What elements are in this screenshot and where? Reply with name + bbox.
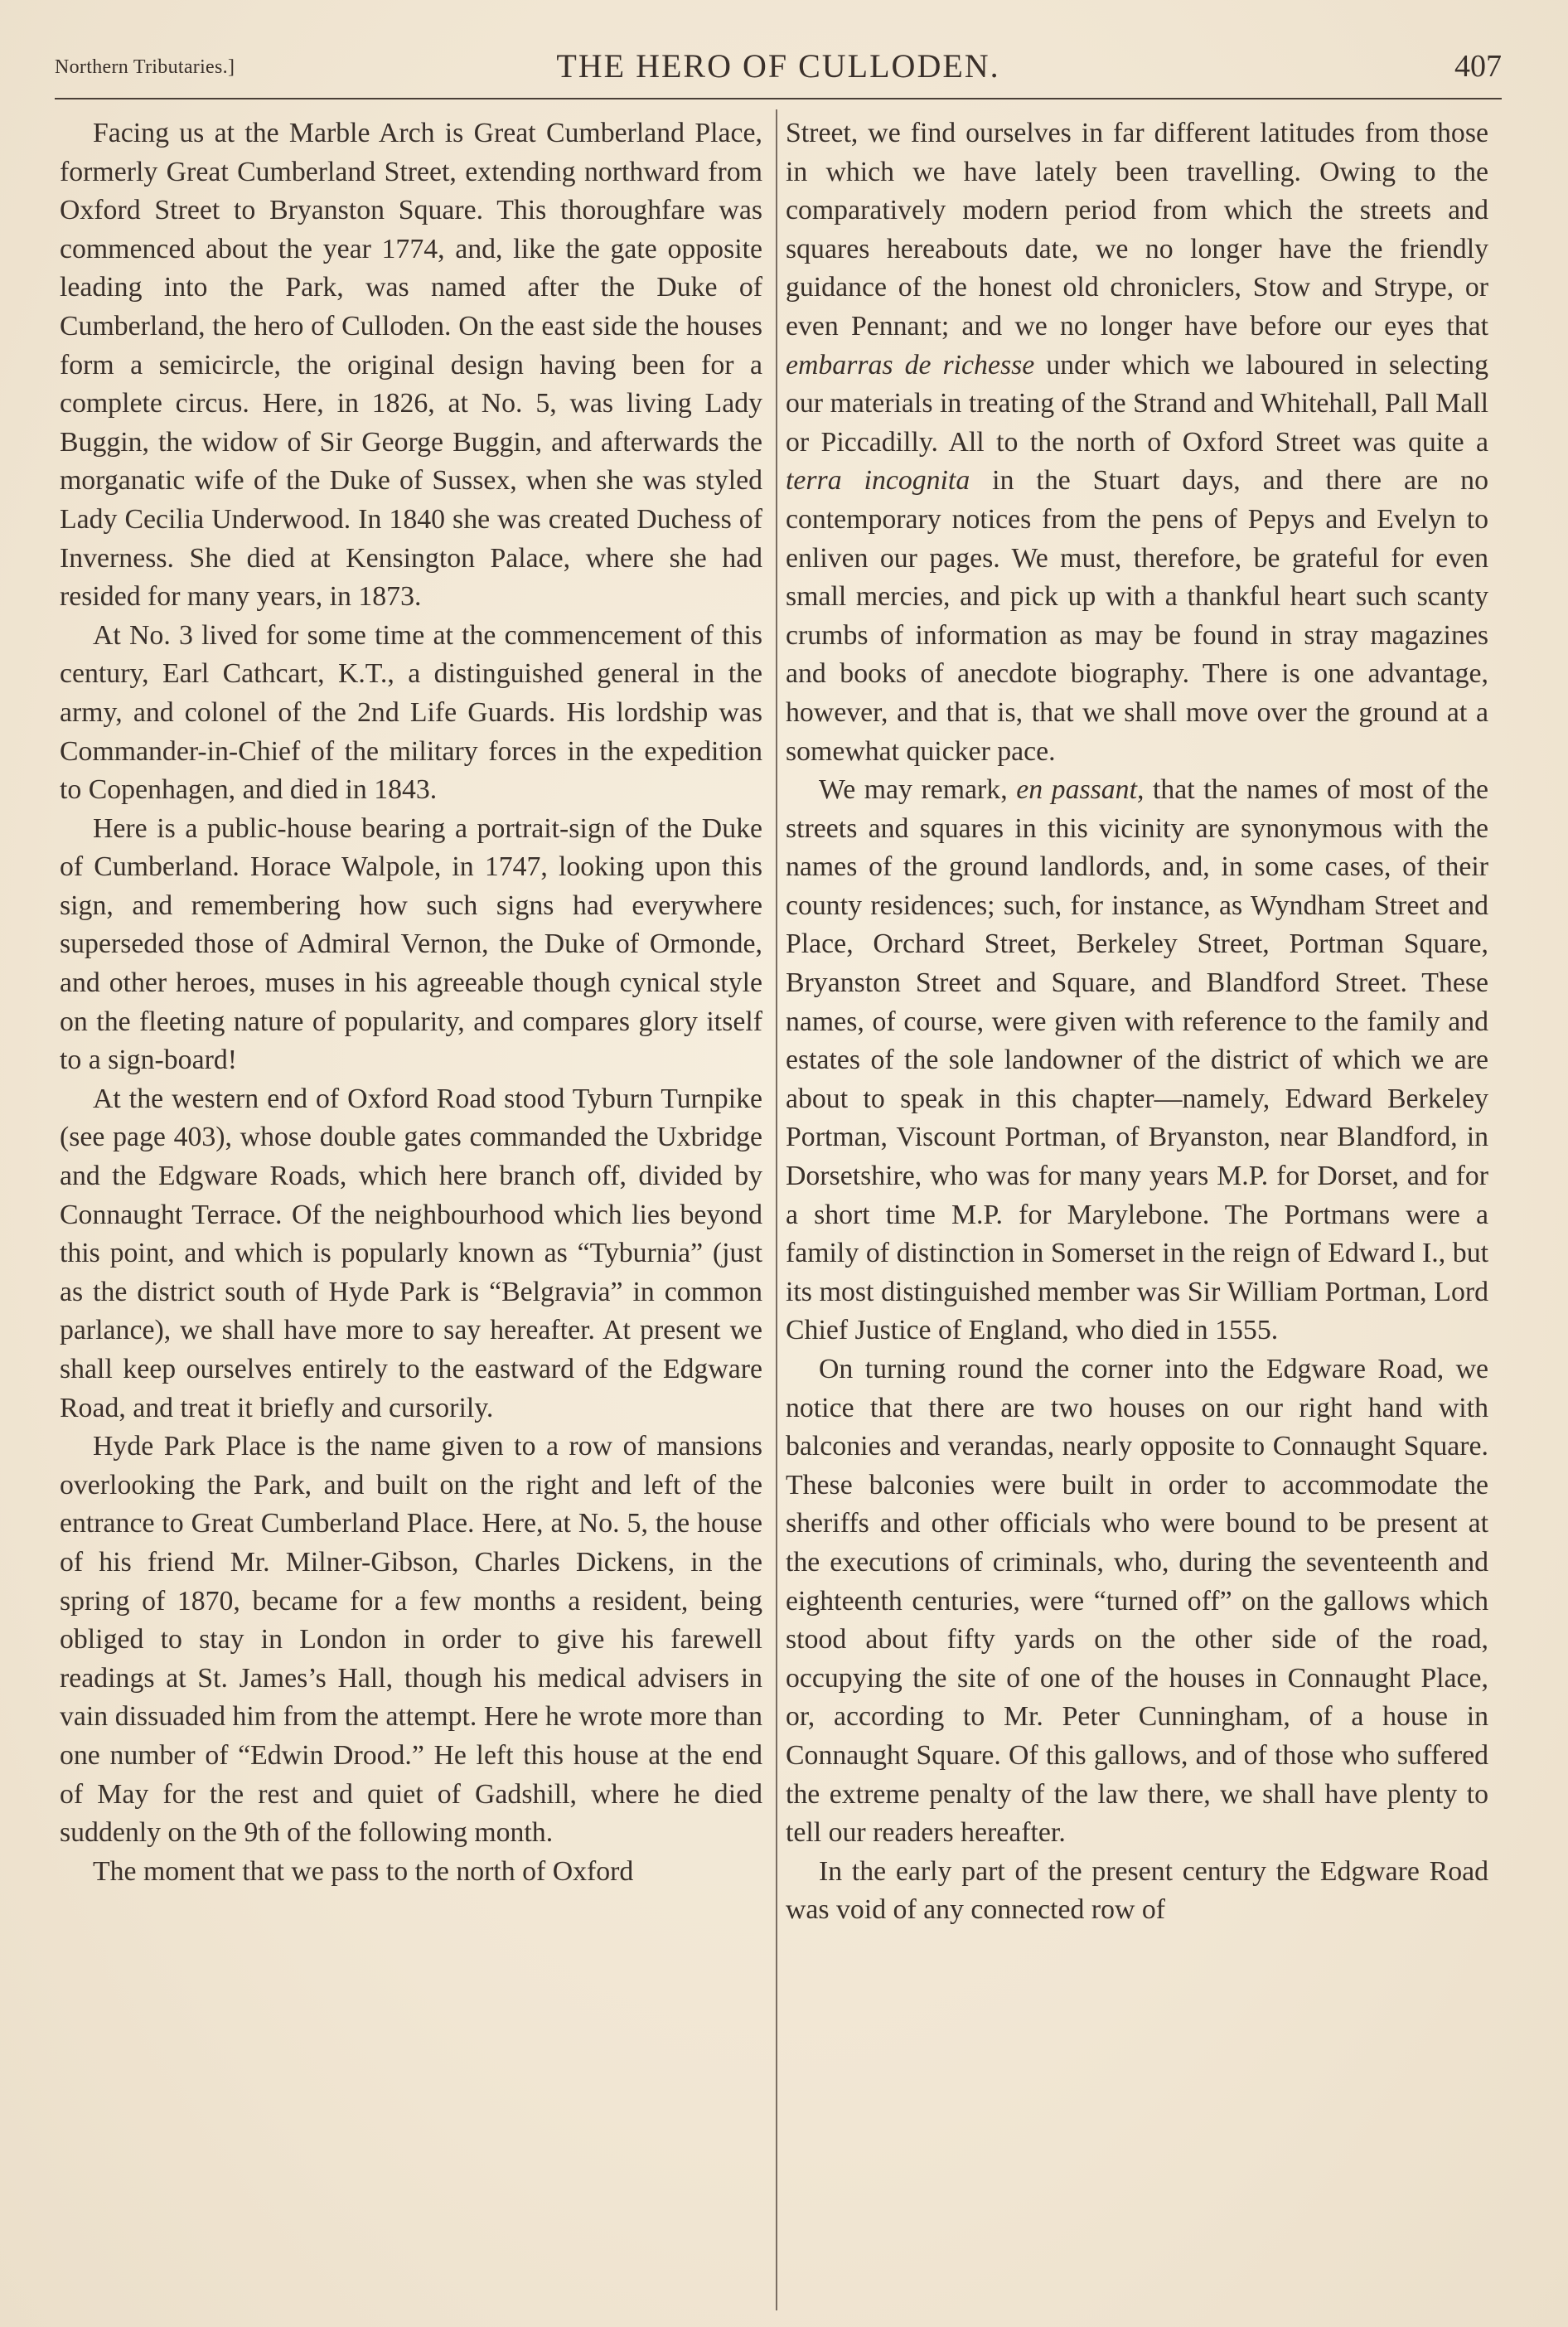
header-rule xyxy=(55,98,1502,99)
text-run: Street, we find ourselves in far different latitudes from those in which we have lately been travelling. Owing to the comparatively modern period from which the streets and squares hereabouts date, we no longer have the friendly guidance of the honest old chroniclers, Stow and Strype, or even Pennant; and we no longer have before our eyes that xyxy=(786,118,1488,342)
paragraph: On turning round the corner into the Edgware Road, we notice that there are two houses on our right hand with balconies and verandas, nearly opposite to Connaught Square. These balconies were built in order to accommodate the sheriffs and other officials who were bound to be present at the executions of criminals, who, during the seventeenth and eighteenth centuries, were “turned off” on the gallows which stood about fifty yards on the other side of the road, occupying the site of one of the houses in Connaught Place, or, according to Mr. Peter Cunningham, of a house in Connaught Square. Of this gallows, and of those who suffered the extreme penalty of the law there, we shall have plenty to tell our readers hereafter. xyxy=(786,1354,1488,1849)
paragraph xyxy=(786,114,1488,771)
paragraph: Here is a public-house bearing a portrait-sign of the Duke of Cumberland. Horace Walpole, in 1747, looking upon this sign, and remembering how such signs had everywhere superseded those of Admiral Vernon, the Duke of Ormonde, and other heroes, muses in his agreeable though cynical style on the fleeting nature of popularity, and compares glory itself to a sign-board! xyxy=(60,812,762,1076)
paragraph xyxy=(786,771,1488,1350)
running-section-head: Northern Tributaries.] xyxy=(55,56,235,78)
paragraph: In the early part of the present century the Edgware Road was void of any connected row of xyxy=(786,1855,1488,1926)
italic-phrase: embarras de richesse xyxy=(786,349,1035,381)
italic-phrase: en passant, xyxy=(1016,774,1145,806)
text-run: We may remark, xyxy=(819,774,1017,806)
right-column xyxy=(786,114,1488,1930)
paragraph: At No. 3 lived for some time at the commencement of this century, Earl Cathcart, K.T., a distinguished general in the army, and colonel of the 2nd Life Guards. His lordship was Commander-in-Chief of the military forces in the expedition to Copenhagen, and died in 1843. xyxy=(60,619,762,806)
running-title: THE HERO OF CULLODEN. xyxy=(556,47,1000,85)
paragraph: Hyde Park Place is the name given to a row of mansions overlooking the Park, and built on the right and left of the entrance to Great Cumberland Place. Here, at No. 5, the house of his friend Mr. Milner-Gibson, Charles Dickens, in the spring of 1870, became for a few months a resident, being obliged to stay in London in order to give his farewell readings at St. James’s Hall, though his medical advisers in vain dissuaded him from the attempt. Here he wrote more than one number of “Edwin Drood.” He left this house at the end of May for the rest and quiet of Gadshill, where he died suddenly on the 9th of the following month. xyxy=(60,1431,762,1849)
column-divider xyxy=(776,109,777,2310)
text-run: in the Stuart days, and there are no contemporary notices from the pens of Pepys and Evelyn to enliven our pages. We must, therefore, be grateful for even small mercies, and pick up with a thankful heart such scanty crumbs of information as may be found in stray magazines and books of anecdote biography. There is one advantage, however, and that is, that we shall move over the ground at a somewhat quicker pace. xyxy=(786,465,1488,767)
left-column xyxy=(60,114,762,1891)
paragraph: Facing us at the Marble Arch is Great Cumberland Place, formerly Great Cumberland Street, extending northward from Oxford Street to Bryanston Square. This thoroughfare was commenced about the year 1774, and, like the gate opposite leading into the Park, was named after the Duke of Cumberland, the hero of Culloden. On the east side the houses form a semicircle, the original design having been for a complete circus. Here, in 1826, at No. 5, was living Lady Buggin, the widow of Sir George Buggin, and afterwards the morganatic wife of the Duke of Sussex, when she was styled Lady Cecilia Underwood. In 1840 she was created Duchess of Inverness. She died at Kensington Palace, where she had resided for many years, in 1873. xyxy=(60,118,762,613)
italic-phrase: terra incognita xyxy=(786,465,970,497)
paragraph: The moment that we pass to the north of Oxford xyxy=(93,1855,634,1887)
page-number: 407 xyxy=(1454,49,1502,84)
text-run: that the names of most of the streets and squares in this vicinity are synonymous with the names of the ground landlords, and, in some cases, of their county residences; such, for instance, as Wyndham Street and Place, Orchard Street, Berkeley Street, Portman Square, Bryanston Street and Square, and Blandford Street. These names, of course, were given with reference to the family and estates of the sole landowner of the district of which we are about to speak in this chapter—namely, Edward Berkeley Portman, Viscount Portman, of Bryanston, near Blandford, in Dorsetshire, who was for many years M.P. for Dorset, and for a short time M.P. for Marylebone. The Portmans were a family of distinction in Somerset in the reign of Edward I., but its most distinguished member was Sir William Portman, Lord Chief Justice of England, who died in 1555. xyxy=(786,774,1488,1346)
text-run: under which we laboured in selecting our materials in treating of the Strand and Whitehall, Pall Mall or Piccadilly. All to the north of Oxford Street was quite a xyxy=(786,349,1489,458)
page-header xyxy=(55,41,1502,99)
paragraph: At the western end of Oxford Road stood Tyburn Turnpike (see page 403), whose double gates commanded the Uxbridge and the Edgware Roads, which here branch off, divided by Connaught Terrace. Of the neighbourhood which lies beyond this point, and which is popularly known as “Tyburnia” (just as the district south of Hyde Park is “Belgravia” in common parlance), we shall have more to say hereafter. At present we shall keep ourselves entirely to the eastward of the Edgware Road, and treat it briefly and cursorily. xyxy=(60,1083,762,1423)
